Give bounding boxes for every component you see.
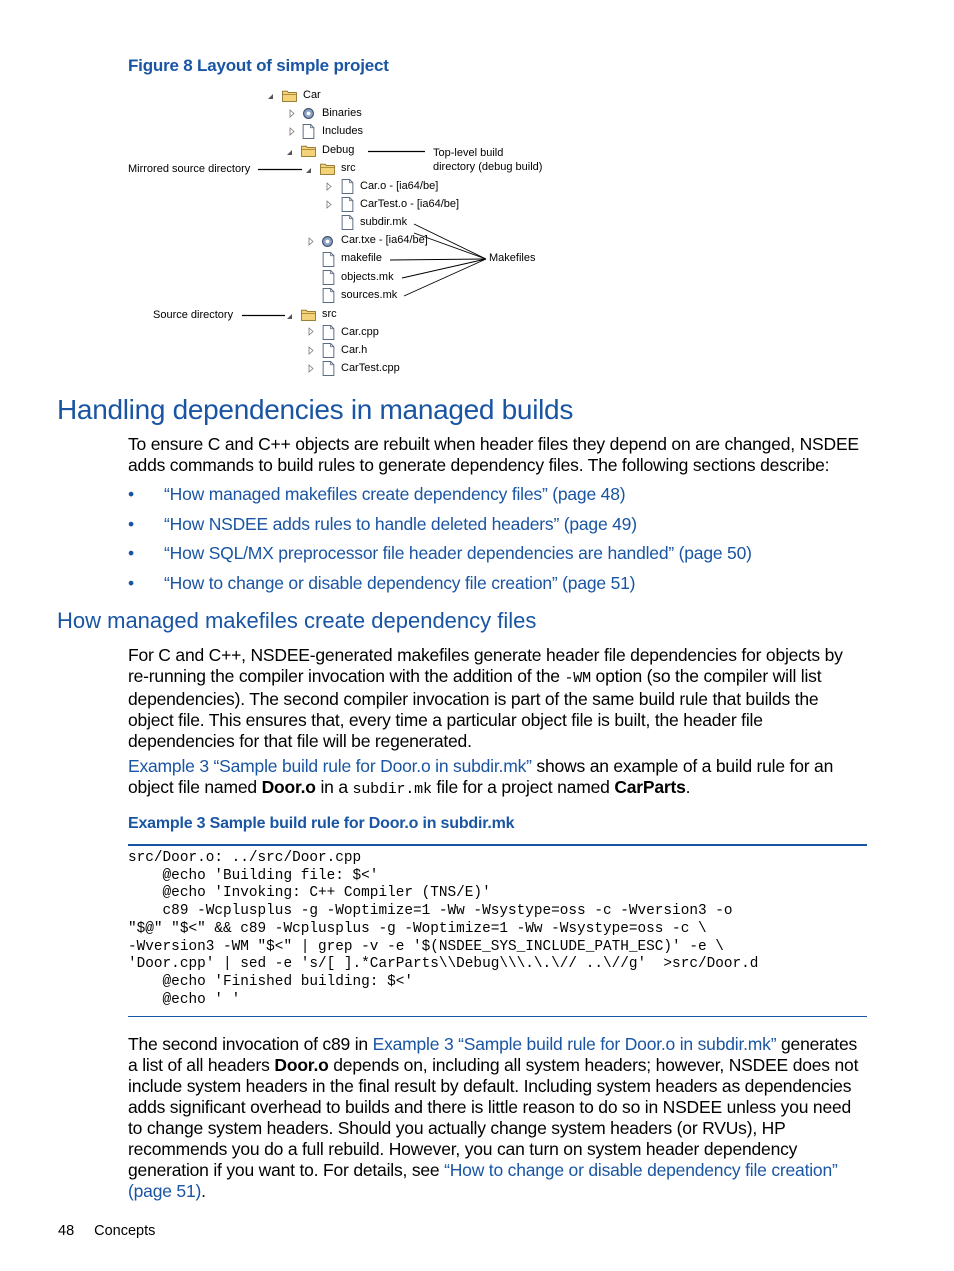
expanded-triangle-icon [287, 150, 292, 155]
collapsed-triangle-icon [327, 201, 331, 208]
makefile-icon [342, 216, 353, 230]
page-number: 48 [58, 1223, 75, 1239]
annotation-toplevel-line1: Top-level build [433, 147, 504, 159]
folder-icon [302, 146, 316, 156]
collapsed-triangle-icon [290, 110, 294, 117]
tree-item-cartest-cpp: CarTest.cpp [341, 362, 400, 374]
object-file-icon [342, 198, 353, 212]
bullet-icon: • [128, 513, 134, 534]
text-run: The second invocation of c89 in [128, 1034, 373, 1054]
cpp-file-icon [323, 362, 334, 376]
tree-item-binaries: Binaries [322, 107, 362, 119]
project-tree-figure [0, 0, 954, 390]
folder-icon [321, 164, 335, 174]
tree-item-car-h: Car.h [341, 344, 368, 356]
collapsed-triangle-icon [309, 238, 313, 245]
annotation-source: Source directory [153, 309, 234, 321]
tree-item-objects-mk: objects.mk [341, 271, 394, 283]
text-run: shows an example of a build rule for an object file named [128, 756, 834, 797]
collapsed-triangle-icon [290, 128, 294, 135]
example-top-rule [128, 844, 867, 846]
text-run: . [685, 777, 691, 797]
paragraph-system-headers [128, 1034, 868, 1202]
makefile-icon [323, 289, 334, 303]
text-run: For C and C++, NSDEE-generated makefiles generate header file dependencies for objects by re-running the compiler invocation with the addition of the [128, 645, 843, 686]
object-file-icon [342, 180, 353, 194]
section-heading-dependencies: Handling dependencies in managed builds [57, 394, 574, 425]
text-run: . [201, 1181, 206, 1201]
tree-item-car: Car [303, 89, 321, 101]
bold-carparts: CarParts [614, 777, 686, 797]
tree-item-debug: Debug [322, 144, 355, 156]
bullet-icon: • [128, 543, 134, 563]
tree-item-cartest-o: CarTest.o - [ia64/be] [360, 198, 460, 210]
project-folder-icon [283, 91, 297, 101]
collapsed-triangle-icon [327, 183, 331, 190]
bullet-icon: • [128, 484, 134, 504]
expanded-triangle-icon [287, 314, 292, 319]
page-footer [58, 1223, 155, 1239]
makefile-icon [323, 253, 334, 267]
text-run: depends on, including all system headers; however, NSDEE does not include system headers in the final result by default. Including system headers as dependencies adds significant overhead to builds and there is little reason to do so in NSDEE unless you need to change system headers. Should you actually change system headers (or RVUs), HP recommends you do a full rebuild. However, you can turn on system header dependency generation if you want to. For details, see [128, 1055, 859, 1180]
list-item[interactable] [128, 542, 752, 572]
folder-icon [302, 310, 316, 320]
list-item[interactable] [128, 483, 752, 513]
link-deleted-headers[interactable]: “How NSDEE adds rules to handle deleted headers” (page 49) [164, 513, 637, 534]
includes-icon [303, 125, 314, 139]
text-run: in a [315, 777, 353, 797]
link-sqlmx-dependencies[interactable]: “How SQL/MX preprocessor file header dependencies are handled” (page 50) [164, 543, 752, 563]
executable-icon [323, 237, 333, 247]
makefile-icon [323, 271, 334, 285]
example-bottom-rule [128, 1016, 867, 1017]
cpp-file-icon [323, 326, 334, 340]
inline-code-subdir-mk: subdir.mk [352, 781, 432, 798]
annotation-toplevel-line2: directory (debug build) [433, 161, 543, 173]
section-heading-managed-makefiles: How managed makefiles create dependency files [57, 608, 537, 633]
link-disable-dependency[interactable]: “How to change or disable dependency file creation” (page 51) [128, 1160, 838, 1201]
header-file-icon [323, 344, 334, 358]
tree-item-car-txe: Car.txe - [ia64/be] [341, 234, 428, 246]
text-run: option (so the compiler will list dependencies). The second compiler invocation is part of the same build rule that builds the object file. This ensures that, every time a particular object file is built, the header file dependencies for that file will be regenerated. [128, 666, 822, 751]
section-link-list [128, 483, 752, 601]
tree-item-debug-src: src [341, 162, 356, 174]
tree-item-car-o: Car.o - [ia64/be] [360, 180, 439, 192]
tree-item-subdir-mk: subdir.mk [360, 216, 408, 228]
intro-paragraph: To ensure C and C++ objects are rebuilt when header files they depend on are changed, NSDEE adds commands to build rules to generate dependency files. The following sections describe: [128, 434, 859, 475]
tree-item-makefile: makefile [341, 252, 382, 264]
example-title: Example 3 Sample build rule for Door.o in subdir.mk [128, 815, 515, 832]
link-example-3[interactable]: Example 3 “Sample build rule for Door.o in subdir.mk” [128, 756, 532, 776]
figure-caption: Figure 8 Layout of simple project [128, 56, 389, 75]
link-example-3[interactable]: Example 3 “Sample build rule for Door.o in subdir.mk” [372, 1034, 777, 1054]
text-run: generates a list of all headers [128, 1034, 858, 1075]
binaries-icon [304, 109, 314, 119]
text-run: file for a project named [431, 777, 615, 797]
list-item[interactable] [128, 513, 752, 543]
list-item[interactable] [128, 572, 752, 602]
bold-door-o: Door.o [261, 777, 316, 797]
code-block: src/Door.o: ../src/Door.cpp @echo 'Building file: $<' @echo 'Invoking: C++ Compiler (TNS/E)' c89 -Wcplusplus -g -Woptimize=1 -Ww -Wsystype=oss -c -Wversion3 -o "$@" "$<" && c89 -Wcplusplus -g -Woptimize=1 -Ww -Wsystype=oss -c \ -Wversion3 -WM "$<" | grep -v -e '$(NSDEE_SYS_INCLUDE_PATH_ESC)' -e \ 'Door.cpp' | sed -e 's/[ ].*CarParts\\Debug\\\.\.\// ..\//g' >src/Door.d @echo 'Finished building: $<' @echo ' ' [128, 850, 759, 1008]
tree-item-car-cpp: Car.cpp [341, 326, 379, 338]
tree-item-sources-mk: sources.mk [341, 289, 398, 301]
footer-section: Concepts [94, 1223, 156, 1239]
annotation-mirrored: Mirrored source directory [128, 163, 251, 175]
link-disable-dependency[interactable]: “How to change or disable dependency file creation” (page 51) [164, 572, 636, 593]
expanded-triangle-icon [268, 94, 273, 99]
link-managed-makefiles[interactable]: “How managed makefiles create dependency files” (page 48) [164, 484, 626, 504]
bullet-icon: • [128, 572, 134, 593]
paragraph-compiler-invocation [128, 645, 868, 752]
collapsed-triangle-icon [309, 347, 313, 354]
annotation-makefiles: Makefiles [489, 252, 536, 264]
inline-code-wm: -WM [564, 670, 591, 687]
expanded-triangle-icon [306, 168, 311, 173]
tree-item-includes: Includes [322, 125, 363, 137]
paragraph-example-reference [128, 756, 868, 800]
tree-item-src: src [322, 308, 337, 320]
collapsed-triangle-icon [309, 328, 313, 335]
bold-door-o: Door.o [274, 1055, 329, 1075]
collapsed-triangle-icon [309, 365, 313, 372]
